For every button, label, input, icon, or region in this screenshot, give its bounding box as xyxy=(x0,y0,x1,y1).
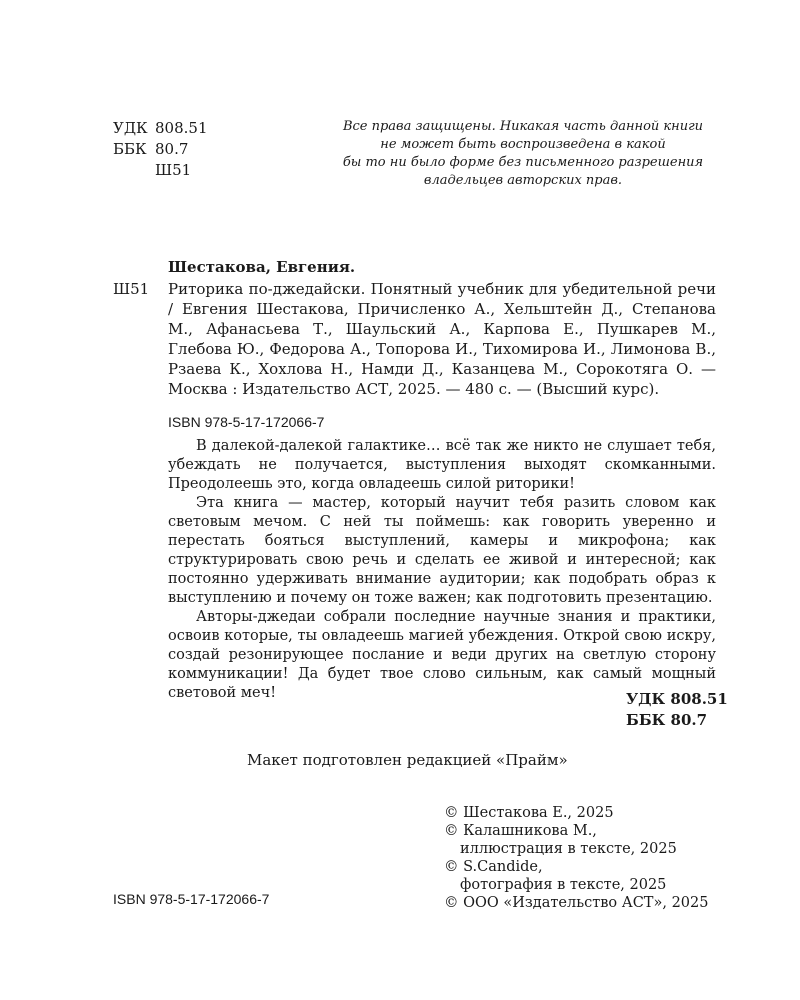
rights-line: не может быть воспроизведена в какой xyxy=(380,137,666,152)
classification-codes xyxy=(113,118,208,181)
annotation-codes xyxy=(626,689,728,731)
author-code: Ш51 xyxy=(155,161,192,179)
copyright-line: © Калашникова М., xyxy=(444,823,597,839)
author-code-row xyxy=(113,160,208,181)
udk-label: УДК xyxy=(113,119,148,137)
bottom-isbn: ISBN 978-5-17-172066-7 xyxy=(113,891,270,907)
bbk-row xyxy=(113,139,208,160)
udk-value: 808.51 xyxy=(155,119,208,137)
catalog-isbn: ISBN 978-5-17-172066-7 xyxy=(168,414,325,430)
copyright-line: фотография в тексте, 2025 xyxy=(460,877,667,893)
annotation-bbk: ББК 80.7 xyxy=(626,711,708,729)
rights-line: бы то ни было форме без письменного разрешения xyxy=(342,155,704,170)
copyright-line: иллюстрация в тексте, 2025 xyxy=(460,841,677,857)
bbk-label: ББК xyxy=(113,140,147,158)
catalog-author-code: Ш51 xyxy=(113,280,150,298)
annotation-paragraph: Эта книга — мастер, который научит тебя разить словом как световым мечом. С ней ты поймешь: как говорить уверенно и перестать бояться выступлений, камеры и микрофона; как структурировать свою речь и сделать ее живой и интересной; как постоянно удерживать внимание аудитории; как подобрать образ к выступлению и почему он тоже важен; как подготовить презентацию. xyxy=(168,495,716,606)
copyright-block xyxy=(444,804,708,912)
annotation-paragraph: Авторы-джедаи собрали последние научные знания и практики, освоив которые, ты овладеешь магией убеждения. Открой свою искру, создай резонирующее послание и веди других на светлую сторону коммуникации! Да будет твое слово сильным, как самый мощный световой меч! xyxy=(168,609,716,701)
copyright-line: © ООО «Издательство АСТ», 2025 xyxy=(444,895,709,911)
copyright-line: © S.Candide, xyxy=(444,859,543,875)
rights-notice xyxy=(330,118,716,190)
rights-line: Все права защищены. Никакая часть данной книги xyxy=(342,119,704,134)
catalog-author-heading: Шестакова, Евгения. xyxy=(168,258,356,276)
copyright-line: © Шестакова Е., 2025 xyxy=(444,805,614,821)
rights-line: владельцев авторских прав. xyxy=(423,173,623,188)
udk-row xyxy=(113,118,208,139)
annotation-paragraph: В далекой-далекой галактике… всё так же никто не слушает тебя, убеждать не получается, выступления выходят скомканными. Преодолеешь это, когда овладеешь силой риторики! xyxy=(168,438,716,492)
catalog-description: Риторика по-джедайски. Понятный учебник для убедительной речи / Евгения Шестакова, Причисленко А., Хельштейн Д., Степанова М., Афанасьева Т., Шаульский А., Карпова Е., Пушкарев М., Глебова Ю., Федорова А., Топорова И., Тихомирова И., Лимонова В., Рзаева К., Хохлова Н., Намди Д., Казанцева М., Сорокотяга О. — Москва : Издательство АСТ, 2025. — 480 с. — (Высший курс). xyxy=(168,280,716,398)
bbk-value: 80.7 xyxy=(155,140,189,158)
layout-note: Макет подготовлен редакцией «Прайм» xyxy=(247,751,568,769)
annotation-udk: УДК 808.51 xyxy=(626,690,728,708)
annotation xyxy=(168,437,716,703)
